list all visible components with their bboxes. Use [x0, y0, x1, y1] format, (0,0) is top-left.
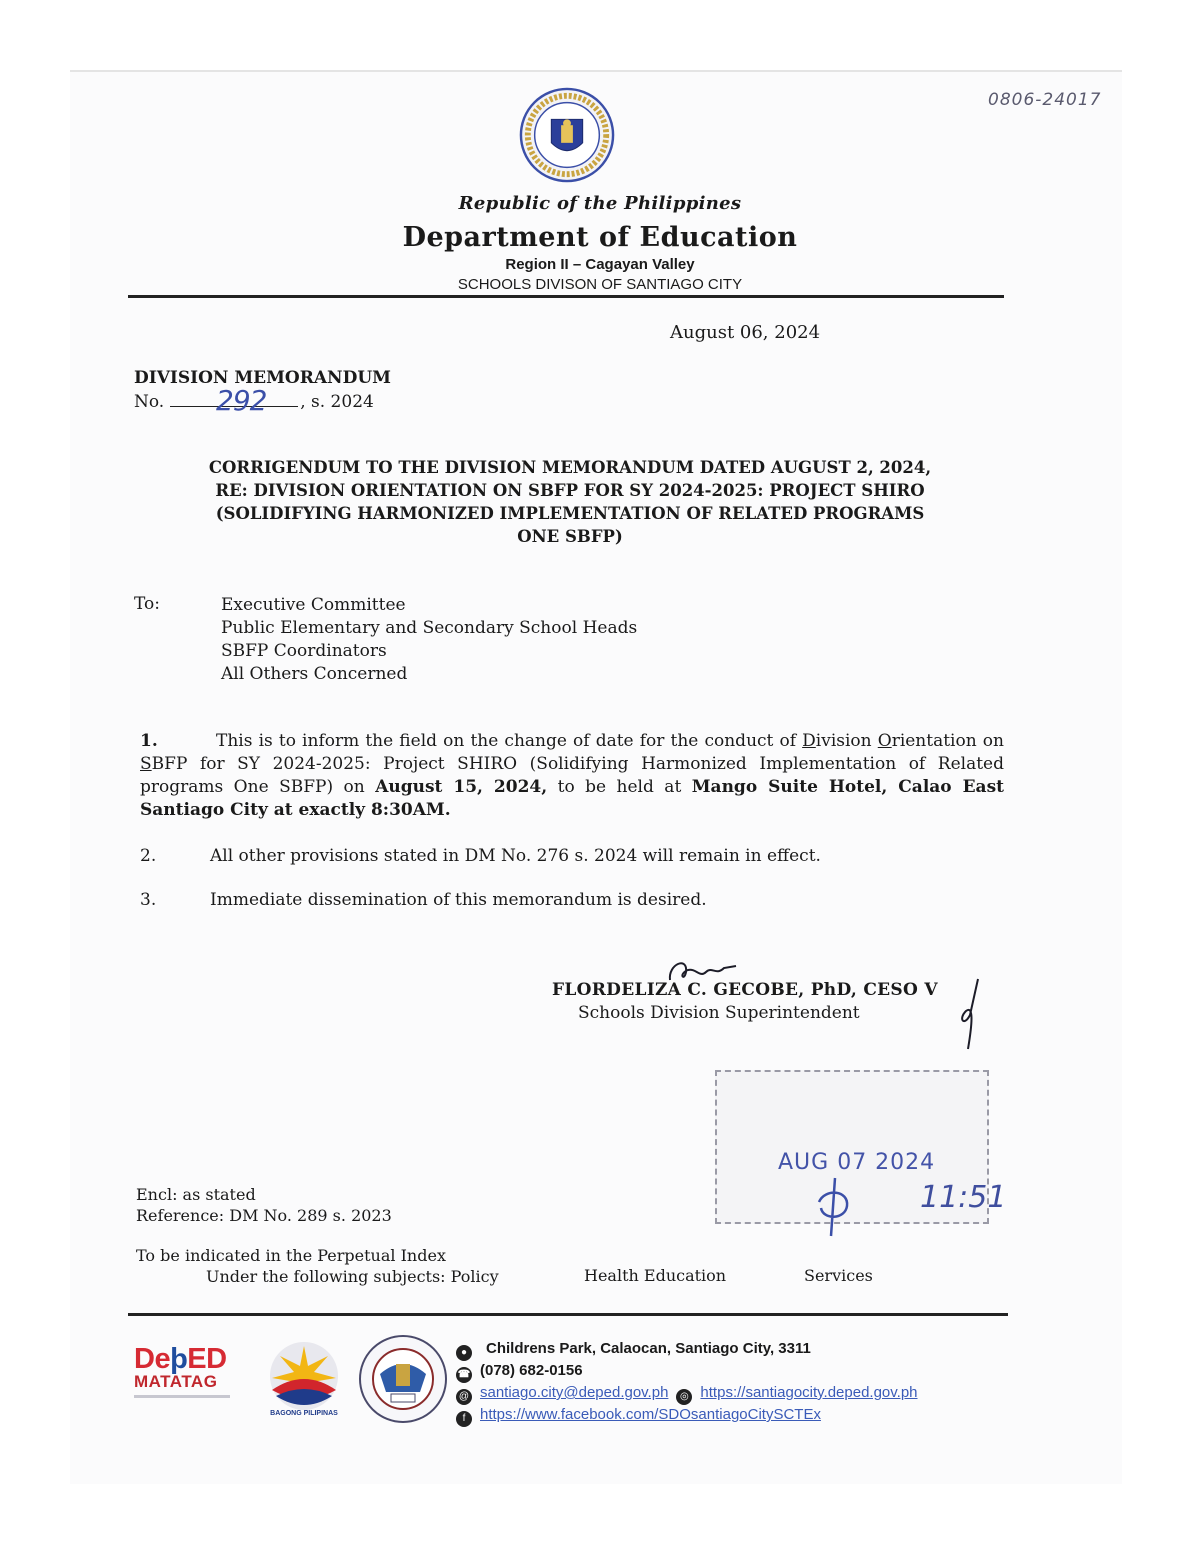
recipient-list	[221, 594, 637, 686]
deped-matatag-logo	[134, 1343, 238, 1398]
index-line-2: Under the following subjects: Policy	[206, 1267, 499, 1286]
paragraph-text: Immediate dissemination of this memorandum is desired.	[210, 890, 707, 910]
footer-phone	[456, 1362, 583, 1383]
location-icon: ●	[456, 1345, 472, 1361]
underlined-letter: O	[877, 731, 892, 751]
recipient: All Others Concerned	[221, 664, 408, 684]
underlined-letter: D	[802, 731, 816, 751]
memo-type: DIVISION MEMORANDUM	[134, 368, 391, 388]
footer-address	[456, 1340, 811, 1361]
email-link[interactable]: santiago.city@deped.gov.ph	[480, 1384, 669, 1401]
website-link[interactable]: https://santiagocity.deped.gov.ph	[700, 1384, 918, 1401]
email-icon: @	[456, 1389, 472, 1405]
header-department: Department of Education	[402, 222, 798, 253]
paragraph-number: 3.	[140, 890, 157, 910]
memo-no-prefix: No.	[134, 392, 165, 412]
footer-email-web	[456, 1384, 918, 1405]
signatory-title: Schools Division Superintendent	[578, 1003, 860, 1023]
paragraph-text: This is to inform the field on the change of date for the conduct of	[216, 731, 803, 751]
index-subject: Services	[804, 1266, 873, 1285]
paragraph-number: 1.	[140, 731, 158, 751]
subject-line-2: RE: DIVISION ORIENTATION ON SBFP FOR SY 2024-2025: PROJECT SHIRO	[215, 481, 925, 500]
footer-facebook	[456, 1406, 821, 1427]
recipient: SBFP Coordinators	[221, 641, 387, 661]
paragraph-text: ivision	[815, 731, 878, 751]
memo-subject	[140, 456, 1000, 548]
memo-number-handwritten: 292	[216, 384, 267, 417]
globe-icon: ◎	[676, 1389, 692, 1405]
paragraph-text: to be held at	[547, 777, 692, 797]
perpetual-index	[136, 1245, 499, 1287]
initial-scribble	[948, 975, 988, 1055]
header-region: Region II – Cagayan Valley	[505, 256, 695, 273]
header-rule	[128, 295, 1004, 298]
paragraph-2	[140, 845, 1004, 868]
paragraph-text: BFP for SY 2024-2025: Project SHIRO (Solidifying Harmonized Implementation of Related programs One SBFP) on	[140, 754, 1004, 797]
paragraph-text: rientation on	[891, 731, 1004, 751]
stamp-date: AUG 07 2024	[778, 1150, 936, 1175]
subject-line-4: ONE SBFP)	[517, 527, 623, 546]
paragraph-number: 2.	[140, 846, 157, 866]
deped-wordmark-part: De	[134, 1343, 171, 1375]
stamp-initial-scribble	[805, 1172, 865, 1242]
paragraph-text: All other provisions stated in DM No. 276 s. 2024 will remain in effect.	[210, 846, 821, 866]
paragraph-3	[140, 889, 1004, 912]
deped-seal-icon	[518, 86, 616, 184]
bagong-pilipinas-label: BAGONG PILIPINAS	[270, 1410, 338, 1417]
memo-number	[134, 384, 374, 417]
paragraph-1	[140, 730, 1004, 822]
phone-icon: ☎	[456, 1367, 472, 1383]
enclosure	[136, 1184, 392, 1226]
index-line-1: To be indicated in the Perpetual Index	[136, 1246, 446, 1265]
index-subject: Health Education	[584, 1266, 727, 1285]
event-venue: Mango Suite Hotel, Calao East Santiago City at exactly 8:30AM.	[140, 777, 1004, 820]
enclosure-line: Encl: as stated	[136, 1185, 256, 1204]
header-republic: Republic of the Philippines	[458, 193, 742, 214]
recipient: Executive Committee	[221, 595, 406, 615]
phone-text: (078) 682-0156	[480, 1362, 583, 1379]
subject-line-1: CORRIGENDUM TO THE DIVISION MEMORANDUM DATED AUGUST 2, 2024,	[208, 458, 932, 477]
signatory-name: FLORDELIZA C. GECOBE, PhD, CESO V	[552, 980, 938, 1000]
recipient: Public Elementary and Secondary School Heads	[221, 618, 638, 638]
facebook-icon: f	[456, 1411, 472, 1427]
control-number: 0806-24017	[988, 90, 1102, 110]
matatag-underline	[134, 1395, 230, 1398]
memo-series: , s. 2024	[300, 392, 374, 412]
stamp-time: 11:51	[920, 1180, 1007, 1215]
matatag-wordmark: MATATAG	[134, 1372, 218, 1391]
address-text: Childrens Park, Calaocan, Santiago City, 3311	[486, 1340, 811, 1357]
event-date: August 15, 2024,	[375, 777, 548, 797]
header-division: SCHOOLS DIVISON OF SANTIAGO CITY	[457, 276, 743, 293]
subject-line-3: (SOLIDIFYING HARMONIZED IMPLEMENTATION OF RELATED PROGRAMS	[215, 504, 925, 523]
memo-date: August 06, 2024	[670, 322, 821, 343]
deped-wordmark-part: ED	[187, 1343, 227, 1375]
facebook-link[interactable]: https://www.facebook.com/SDOsantiagoCitySCTEx	[480, 1406, 821, 1423]
underlined-letter: S	[140, 754, 152, 774]
division-seal-icon	[358, 1334, 448, 1424]
deped-torch-icon: þ	[170, 1343, 188, 1375]
reference-line: Reference: DM No. 289 s. 2023	[136, 1206, 392, 1225]
footer-rule	[128, 1313, 1008, 1316]
to-label: To:	[134, 594, 160, 614]
